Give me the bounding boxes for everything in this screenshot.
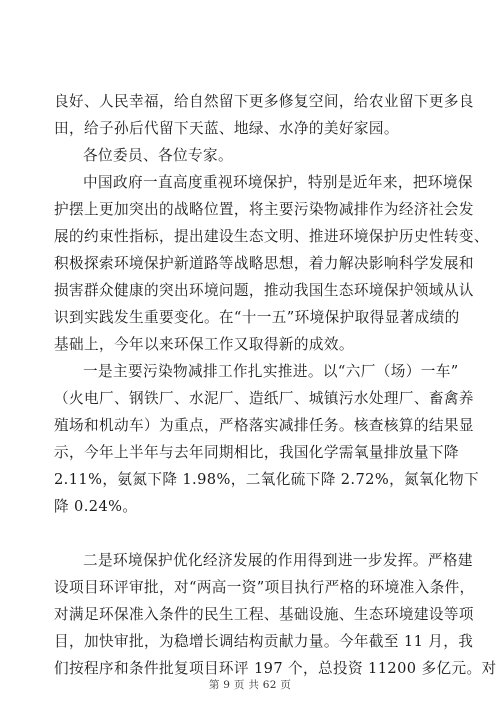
- text-line: 积极探索环境保护新道路等战略思想，着力解决影响科学发展和: [54, 255, 474, 272]
- text-line: 示，今年上半年与去年同期相比，我国化学需氧量排放量下降: [54, 444, 459, 461]
- text-line: 护摆上更加突出的战略位置，将主要污染物减排作为经济社会发: [54, 201, 474, 218]
- text-line: 们按程序和条件批复项目环评 197 个，总投资 11200 多亿元。对: [54, 660, 497, 677]
- page-number-footer: 第 9 页 共 62 页: [208, 679, 292, 691]
- text-line: 中国政府一直高度重视环境保护，特别是近年来，把环境保: [83, 174, 473, 191]
- text-line: 基础上，今年以来环保工作又取得新的成效。: [54, 336, 354, 353]
- blank-line: [54, 520, 446, 547]
- text-line: 二是环境保护优化经济发展的作用得到进一步发挥。严格建: [83, 552, 473, 569]
- text-line: 2.11%，氨氮下降 1.98%，二氧化硫下降 2.72%，氮氧化物下: [54, 471, 480, 488]
- text-line: 殖场和机动车）为重点，严格落实减排任务。核查核算的结果显: [54, 417, 474, 434]
- text-line: 展的约束性指标，提出建设生态文明、推进环境保护历史性转变、: [54, 228, 489, 245]
- text-line: 对满足环保准入条件的民生工程、基础设施、生态环境建设等项: [54, 606, 474, 623]
- text-line: 设项目环评审批，对“两高一资”项目执行严格的环境准入条件，: [54, 579, 475, 596]
- text-line: 损害群众健康的突出环境问题，推动我国生态环境保护领域从认: [54, 282, 474, 299]
- text-line: 各位委员、各位专家。: [83, 147, 233, 164]
- text-line: 田，给子孙后代留下天蓝、地绿、水净的美好家园。: [54, 120, 399, 137]
- text-line: 目，加快审批，为稳增长调结构贡献力量。今年截至 11 月，我: [54, 633, 474, 650]
- text-line: （火电厂、钢铁厂、水泥厂、造纸厂、城镇污水处理厂、畜禽养: [54, 390, 474, 407]
- body-text: [54, 88, 497, 682]
- text-line: 降 0.24%。: [54, 498, 138, 515]
- text-line: 识到实践发生重要变化。在“十一五”环境保护取得显著成绩的: [54, 309, 460, 326]
- text-line: 良好、人民幸福，给自然留下更多修复空间，给农业留下更多良: [54, 93, 474, 110]
- text-line: 一是主要污染物减排工作扎实推进。以“六厂（场）一车”: [83, 363, 459, 380]
